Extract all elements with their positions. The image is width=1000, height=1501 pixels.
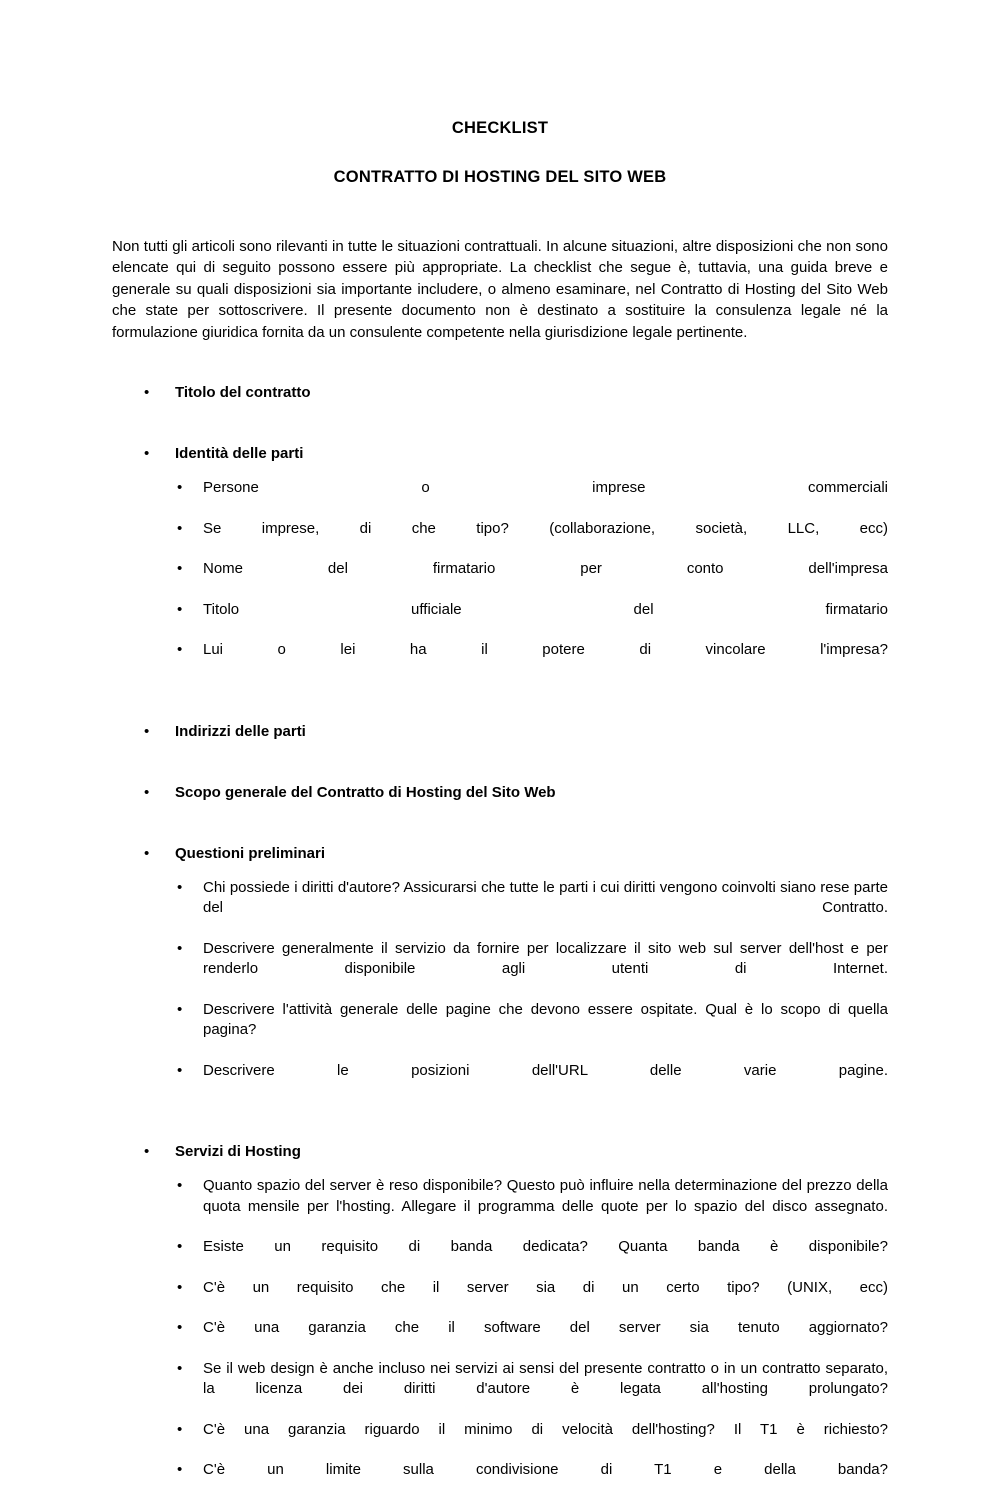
bullet-icon: • (177, 879, 183, 897)
list-item-text: Se imprese, di che tipo? (collaborazione, società, LLC, ecc) (203, 519, 888, 537)
list-item (175, 1237, 888, 1278)
list-item-text: C'è un limite sulla condivisione di T1 e della banda? (203, 1461, 888, 1479)
list-item-text: C'è una garanzia riguardo il minimo di velocità dell'hosting? Il T1 è richiesto? (203, 1420, 888, 1438)
bullet-icon: • (177, 1319, 183, 1337)
section-subitems (175, 464, 888, 681)
list-item-text: Chi possiede i diritti d'autore? Assicurarsi che tutte le parti i cui diritti vengono coinvolti siano rese parte del Contratto. (203, 879, 888, 917)
section-title: Questioni preliminari (175, 845, 326, 863)
bullet-icon: • (177, 519, 183, 537)
list-item (175, 600, 888, 641)
section-title: Servizi di Hosting (175, 1143, 301, 1161)
list-item (175, 1359, 888, 1420)
list-item (175, 1000, 888, 1061)
checklist-section (112, 1142, 888, 1501)
bullet-icon: • (144, 723, 150, 741)
list-item (175, 1176, 888, 1237)
bullet-icon: • (177, 1000, 183, 1018)
section-subitems (175, 1162, 888, 1501)
list-item (175, 519, 888, 560)
list-item (175, 1460, 888, 1501)
checklist-section (112, 383, 888, 403)
list-item (175, 640, 888, 681)
bullet-icon: • (144, 784, 150, 802)
list-item (175, 559, 888, 600)
checklist-section (112, 444, 888, 681)
list-item-text: Quanto spazio del server è reso disponibile? Questo può influire nella determinazione del prezzo della quota mensile per l'hosting. Allegare il programma delle quote per lo spazio del disco assegnato. (203, 1177, 888, 1215)
intro-paragraph: Non tutti gli articoli sono rilevanti in tutte le situazioni contrattuali. In alcune situazioni, altre disposizioni che non sono elencate qui di seguito possono essere più appropriate. La checklist che segue è, tuttavia, una guida breve e generale su quali disposizioni sia importante includere, o almeno esaminare, nel Contratto di Hosting del Sito Web che state per sottoscrivere. Il presente documento non è destinato a sostituire la consulenza legale né la formulazione giuridica fornita da un consulente competente nella giurisdizione legale pertinente. (112, 237, 888, 341)
list-item (175, 878, 888, 939)
bullet-icon: • (177, 1177, 183, 1195)
document-content (112, 0, 888, 1501)
list-item-text: Nome del firmatario per conto dell'impresa (203, 560, 888, 578)
list-item-text: C'è un requisito che il server sia di un certo tipo? (UNIX, ecc) (203, 1278, 888, 1296)
list-item-text: Titolo ufficiale del firmatario (203, 600, 888, 618)
checklist-section (112, 844, 888, 1101)
page-title: CHECKLIST (451, 119, 549, 137)
list-item-text: Descrivere le posizioni dell'URL delle varie pagine. (203, 1061, 888, 1079)
section-subitems (175, 864, 888, 1101)
bullet-icon: • (177, 1238, 183, 1256)
list-item (175, 1278, 888, 1319)
bullet-icon: • (177, 1461, 183, 1479)
list-item-text: Descrivere generalmente il servizio da fornire per localizzare il sito web sul server dell'host e per renderlo disponibile agli utenti di Internet. (203, 939, 888, 978)
bullet-icon: • (177, 600, 183, 618)
list-item (175, 1420, 888, 1461)
list-item-text: Esiste un requisito di banda dedicata? Quanta banda è disponibile? (203, 1238, 888, 1256)
checklist-section (112, 783, 888, 803)
list-item (175, 1061, 888, 1102)
list-item-text: Lui o lei ha il potere di vincolare l'impresa? (203, 641, 888, 659)
bullet-icon: • (177, 479, 183, 497)
list-item-text: C'è una garanzia che il software del server sia tenuto aggiornato? (203, 1319, 888, 1337)
section-title: Identità delle parti (175, 445, 304, 463)
bullet-icon: • (177, 1061, 183, 1079)
bullet-icon: • (144, 384, 150, 402)
section-title: Scopo generale del Contratto di Hosting del Sito Web (175, 784, 556, 802)
bullet-icon: • (177, 1360, 183, 1377)
page-subtitle: CONTRATTO DI HOSTING DEL SITO WEB (333, 167, 667, 186)
list-item (175, 1318, 888, 1359)
list-item-text: Persone o imprese commerciali (203, 479, 888, 497)
bullet-icon: • (177, 1420, 183, 1438)
section-title: Indirizzi delle parti (175, 723, 306, 741)
bullet-icon: • (177, 560, 183, 578)
section-title: Titolo del contratto (175, 384, 311, 402)
bullet-icon: • (144, 445, 150, 463)
list-item (175, 939, 888, 1000)
list-item-text: Se il web design è anche incluso nei servizi ai sensi del presente contratto o in un contratto separato, la licenza dei diritti d'autore è legata all'hosting prolungato? (203, 1360, 888, 1398)
checklist-sections (112, 383, 888, 1501)
bullet-icon: • (144, 1143, 150, 1161)
list-item-text: Descrivere l'attività generale delle pagine che devono essere ospitate. Qual è lo scopo di quella pagina? (203, 1000, 888, 1039)
bullet-icon: • (177, 641, 183, 659)
checklist-section (112, 722, 888, 742)
bullet-icon: • (144, 845, 150, 863)
bullet-icon: • (177, 1278, 183, 1296)
bullet-icon: • (177, 939, 183, 957)
list-item (175, 478, 888, 519)
